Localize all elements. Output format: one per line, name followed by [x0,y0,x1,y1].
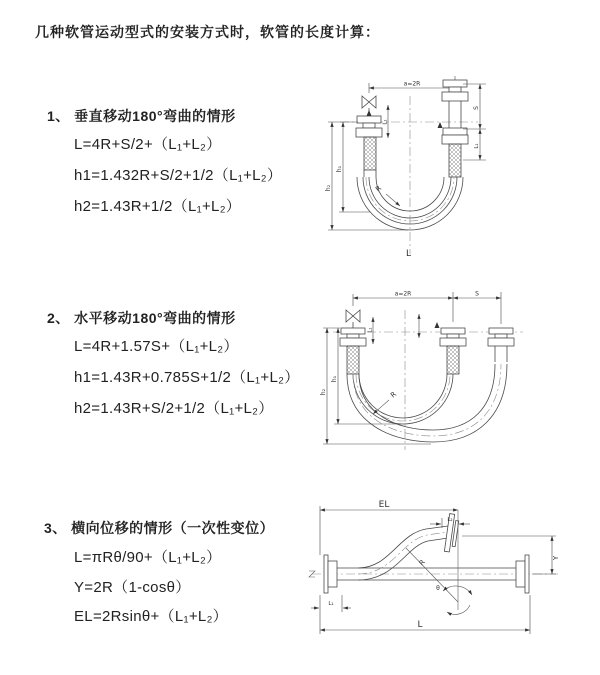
section-1-heading: 1、 垂直移动180°弯曲的情形 [47,108,236,124]
dim-label-el: EL [378,500,390,510]
section-1-formula-h2: h2=1.43R+1/2（L₁+L₂） [74,198,242,215]
section-2-heading: 2、 水平移动180°弯曲的情形 [47,310,236,326]
section-3-formula-y: Y=2R（1-cosθ） [74,579,191,596]
left-hose-fitting [356,110,382,170]
position-arrow-icon [438,122,443,128]
diagram-vertical-180-bend [312,72,592,260]
diagram-horizontal-180-bend [313,284,597,456]
dim-label-a2r: a=2R [403,80,421,88]
section-2-formula-h1: h1=1.43R+0.785S+1/2（L₁+L₂） [74,369,300,386]
dim-label-l1-right: L₁ [474,143,480,149]
displaced-hose-curve [358,526,448,580]
radius-label: R [374,184,384,194]
position-arrow-icon [367,110,372,116]
page-title: 几种软管运动型式的安装方式时，软管的长度计算： [35,24,380,40]
dim-label-s: S [473,106,480,110]
section-3-formula-el: EL=2Rsinθ+（L₁+L₂） [74,608,228,625]
dimension-l1 [311,595,351,612]
right-hose-fitting [438,80,469,177]
hose-u-bend-neutral [353,374,453,424]
dim-label-y: Y [552,555,560,561]
dim-label-l1: L₁ [367,327,374,333]
dim-label-a2r: a=2R [394,290,412,298]
section-1-formula-h1: h1=1.432R+S/2+1/2（L₁+L₂） [74,167,283,184]
middle-hose-fitting [435,322,467,374]
radius-label: R [417,558,427,568]
dim-label-l1: L₁ [328,601,334,607]
dimension-a-2r [369,76,455,93]
dimension-l1-right [474,129,480,160]
right-hose-fitting [488,328,514,362]
radius-callout [406,548,458,602]
dim-label-l2: L₂ [447,517,453,523]
dim-label-l: L [417,620,423,630]
valve-icon [346,310,360,328]
dim-label-s: S [475,290,479,298]
dimension-s [453,291,501,299]
section-3-heading: 3、 横向位移的情形（一次性变位） [44,520,275,536]
angle-theta [436,585,472,614]
section-2-formula-h2: h2=1.43R+S/2+1/2（L₁+L₂） [74,400,274,417]
section-3-formula-l: L=πRθ/90+（L₁+L₂） [74,549,222,566]
dimension-l1 [368,317,374,344]
section-2-formula-l: L=4R+1.57S+（L₁+L₂） [74,338,239,355]
diagram-lateral-displacement [306,498,598,650]
dim-label-h2: h₂ [325,184,332,192]
dim-label-h1: h₁ [331,375,338,383]
dim-label-l1-left: L₁ [382,119,389,125]
hose-u-bend-displaced [347,364,507,442]
angle-theta-label: θ [436,585,440,592]
dimension-l1-left [383,105,389,138]
radius-label: R [389,390,399,400]
length-label: L [406,249,412,259]
radius-callout [373,390,398,414]
left-hose-fitting [340,328,366,374]
dim-label-h1: h₁ [336,165,343,173]
dimension-l [320,595,530,634]
dim-label-h2: h₂ [320,388,327,396]
position-arrow-icon [435,322,440,328]
section-1-formula-l: L=4R+S/2+（L₁+L₂） [74,136,222,153]
